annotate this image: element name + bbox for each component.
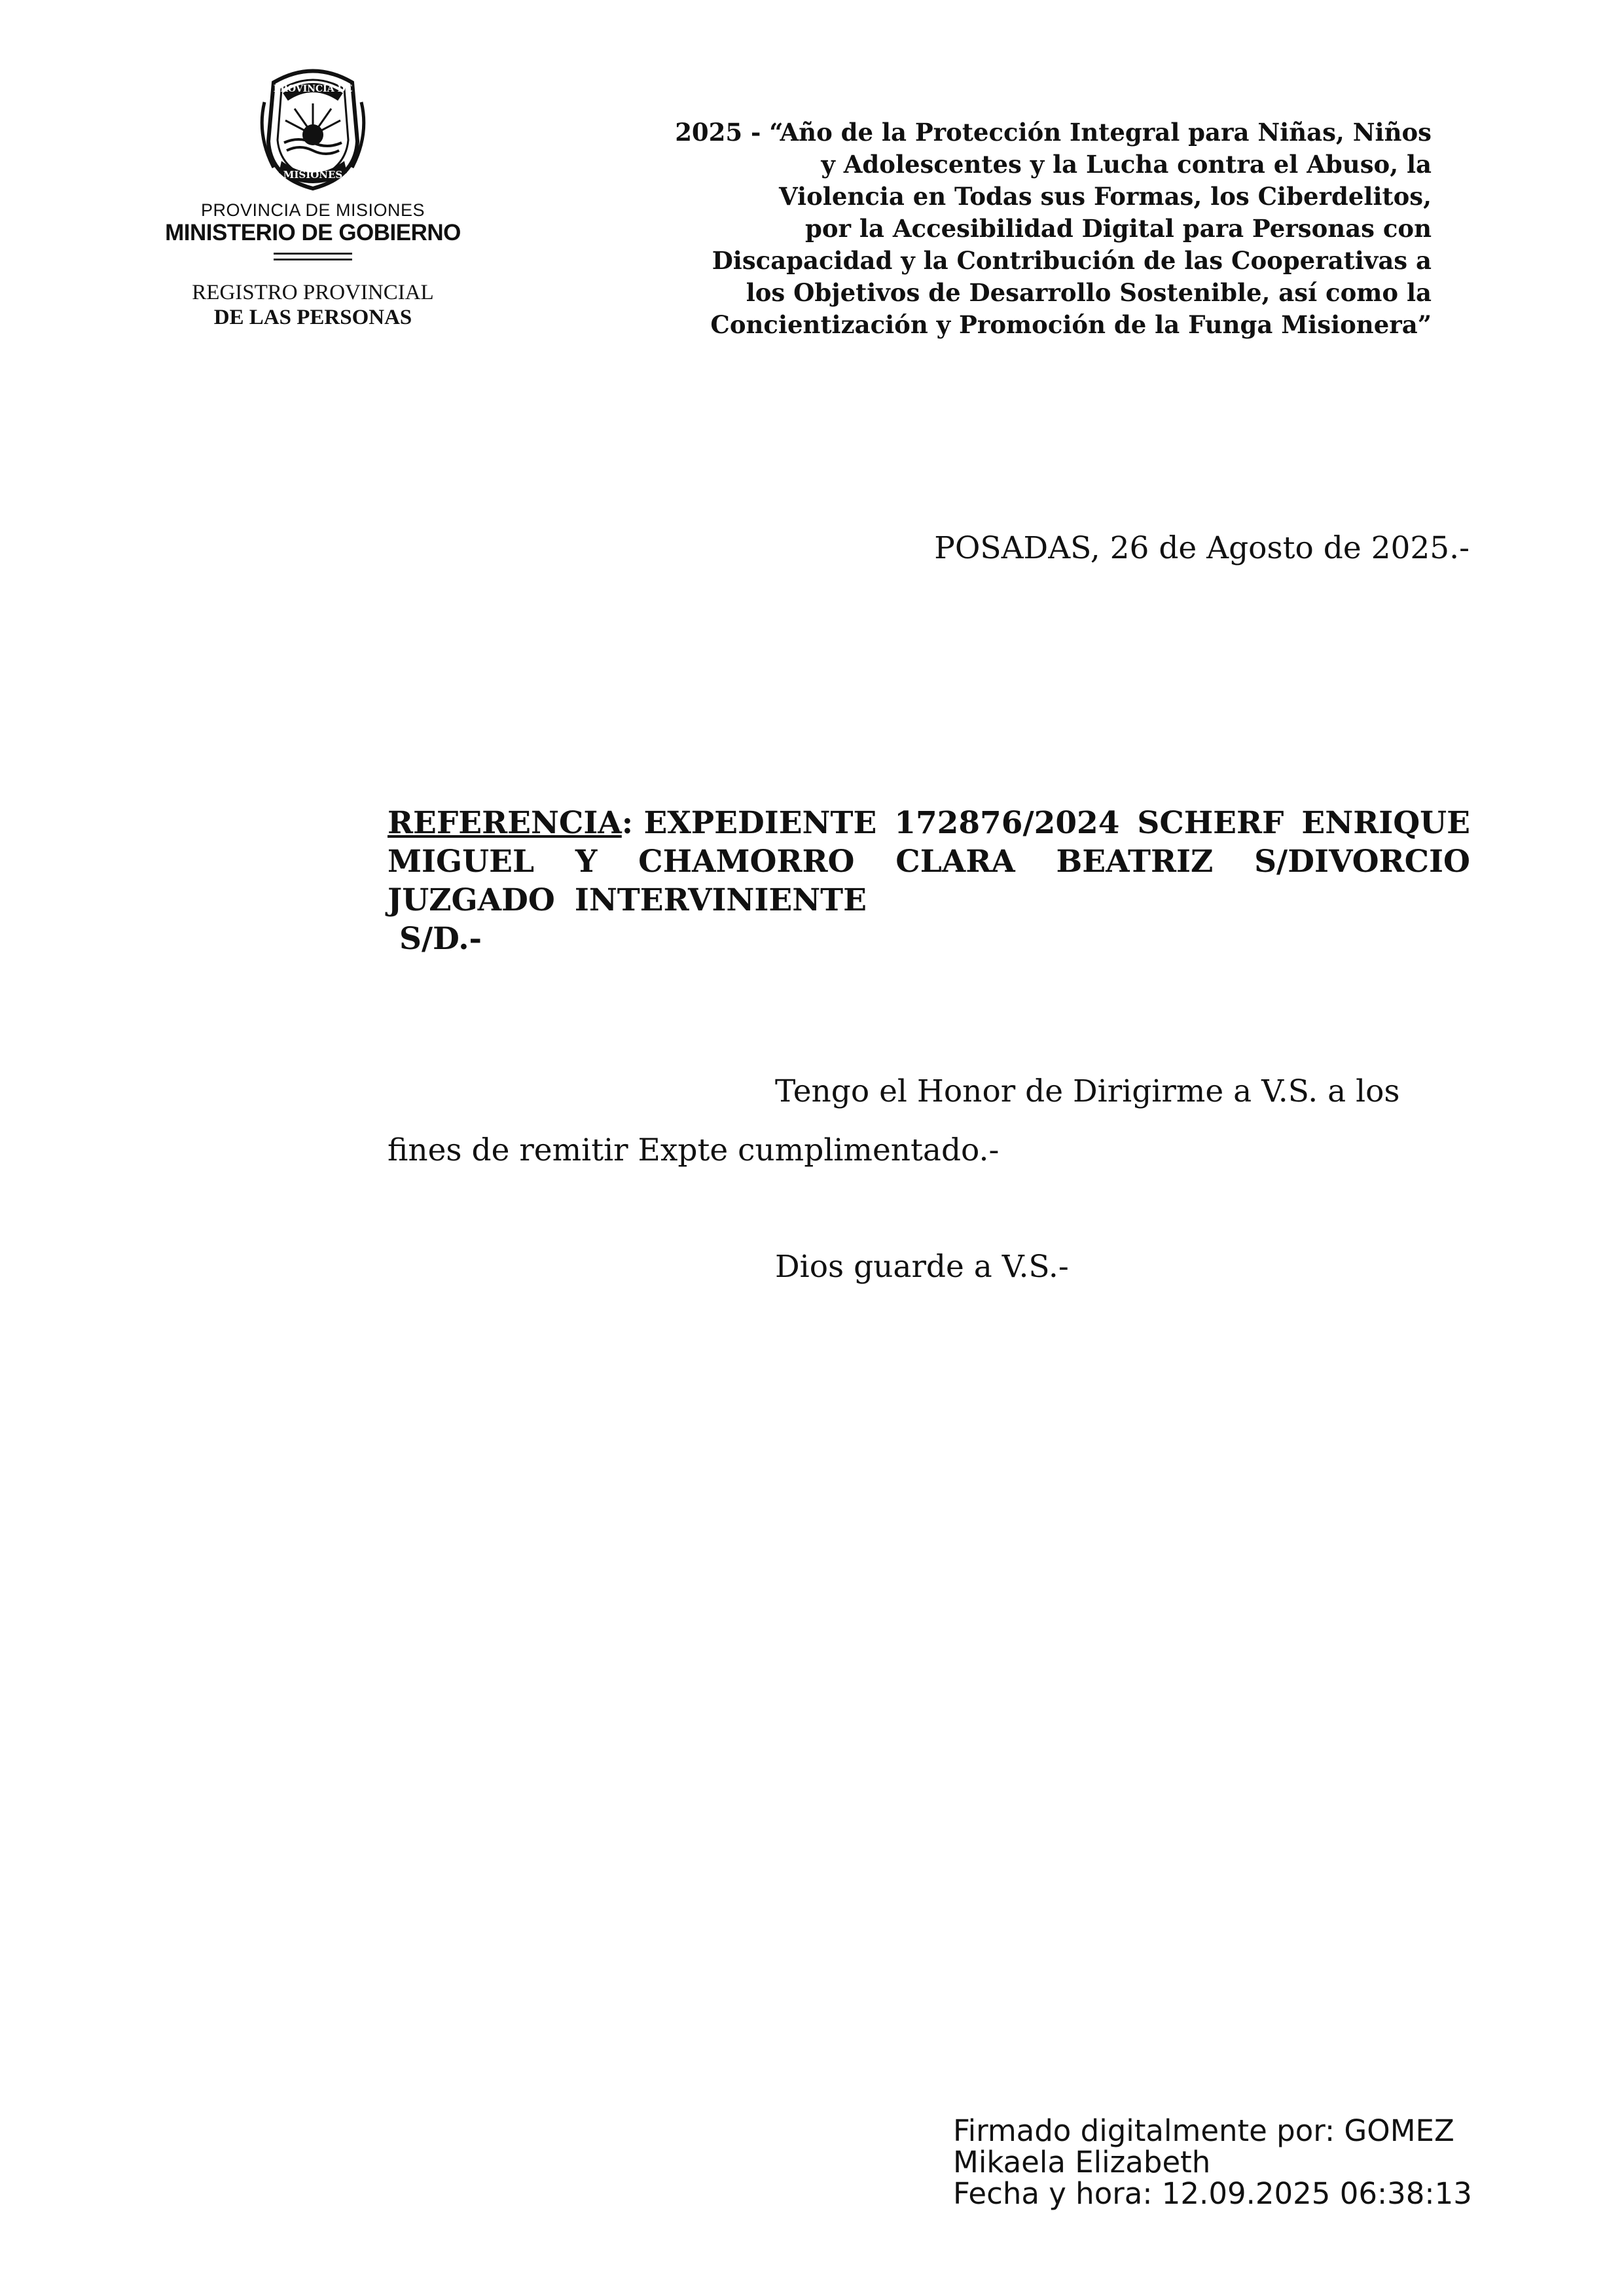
reference-block <box>388 804 1470 958</box>
province-name: PROVINCIA DE MISIONES <box>200 200 425 220</box>
reference-word: : EXPEDIENTE <box>621 805 877 841</box>
digital-signature <box>953 2115 1472 2210</box>
provincial-emblem-icon <box>247 63 378 194</box>
motto-line: y Adolescentes y la Lucha contra el Abuso, la <box>821 150 1432 179</box>
reference-word: 172876/2024 <box>894 805 1120 841</box>
motto-line: Discapacidad y la Contribución de las Cooperativas a <box>712 246 1432 275</box>
reference-word: SCHERF <box>1137 805 1284 841</box>
signature-signer: Firmado digitalmente por: GOMEZ <box>953 2113 1454 2148</box>
reference-word: CHAMORRO <box>638 844 855 880</box>
letter-body <box>388 1073 1500 1169</box>
svg-text:PROVINCIA DE: PROVINCIA DE <box>273 84 353 94</box>
reference-word: CLARA <box>895 844 1015 880</box>
reference-word: BEATRIZ <box>1056 844 1214 880</box>
reference-line-2 <box>388 842 1470 881</box>
motto-line: los Objetivos de Desarrollo Sostenible, así como la <box>746 278 1432 307</box>
reference-word: INTERVINIENTE <box>574 882 867 918</box>
registry-name-line2: DE LAS PERSONAS <box>213 306 412 329</box>
body-line-1: Tengo el Honor de Dirigirme a V.S. a los <box>775 1073 1400 1109</box>
reference-line-3 <box>388 881 1470 920</box>
signature-timestamp: Fecha y hora: 12.09.2025 06:38:13 <box>953 2176 1472 2211</box>
reference-line-1 <box>388 804 1470 842</box>
divider <box>274 253 352 260</box>
closing-salutation: Dios guarde a V.S.- <box>775 1249 1069 1285</box>
reference-label: REFERENCIA <box>388 805 622 841</box>
reference-word: S/DIVORCIO <box>1254 844 1470 880</box>
motto-line: Concientización y Promoción de la Funga Misionera” <box>710 310 1432 339</box>
body-line-2: fines de remitir Expte cumplimentado.- <box>388 1132 1000 1168</box>
document-date: POSADAS, 26 de Agosto de 2025.- <box>934 530 1470 566</box>
reference-word: Y <box>575 844 598 880</box>
registry-name-line1: REGISTRO PROVINCIAL <box>192 281 434 304</box>
ministry-name: MINISTERIO DE GOBIERNO <box>165 220 461 245</box>
reference-sd: S/D.- <box>399 921 482 957</box>
letterhead <box>149 63 477 330</box>
motto-line: por la Accesibilidad Digital para Personas con <box>805 214 1432 243</box>
svg-text:MISIONES: MISIONES <box>283 169 343 181</box>
year-motto <box>581 117 1432 341</box>
motto-line: Violencia en Todas sus Formas, los Ciberdelitos, <box>778 182 1432 211</box>
reference-word: MIGUEL <box>388 844 535 880</box>
motto-line: 2025 - “Año de la Protección Integral para Niñas, Niños <box>675 118 1432 147</box>
reference-word: ENRIQUE <box>1301 805 1470 841</box>
signature-signer-name: Mikaela Elizabeth <box>953 2145 1211 2179</box>
reference-word: JUZGADO <box>388 882 555 918</box>
